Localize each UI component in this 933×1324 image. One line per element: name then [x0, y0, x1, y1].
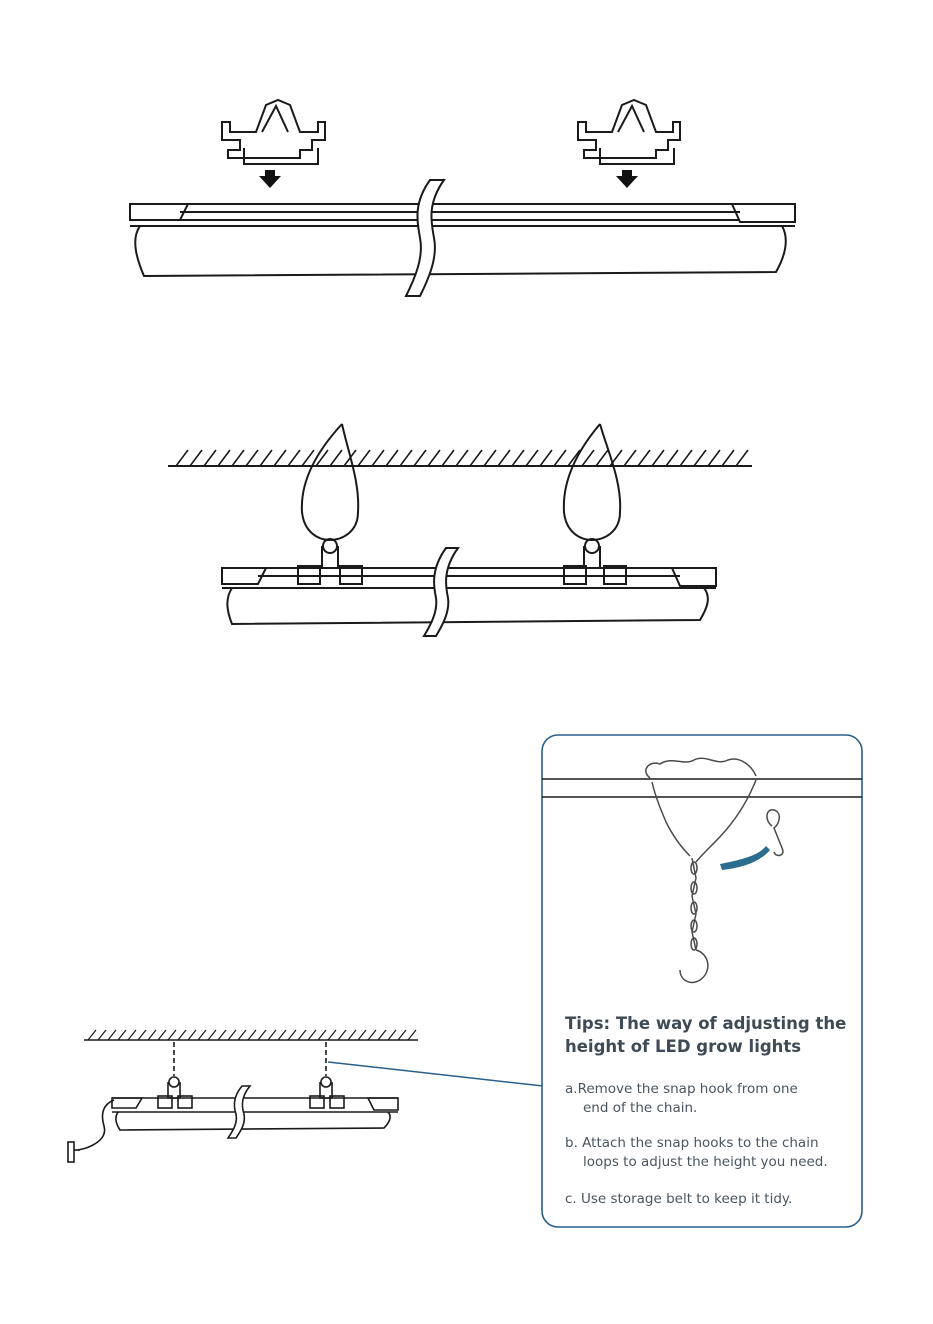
tip-step-c-line1: c. Use storage belt to keep it tidy.	[565, 1191, 793, 1207]
tip-step-a	[565, 1080, 857, 1118]
tip-step-b-line1: b. Attach the snap hooks to the chain	[565, 1135, 819, 1151]
tip-step-a-line1: a.Remove the snap hook from one	[565, 1081, 798, 1097]
tips-title: Tips: The way of adjusting the height of LED grow lights	[565, 1014, 847, 1056]
tip-step-b	[565, 1134, 857, 1172]
tip-step-b-line2: loops to adjust the height you need.	[583, 1154, 828, 1170]
tip-step-a-line2: end of the chain.	[583, 1100, 698, 1116]
tip-step-c	[565, 1190, 857, 1209]
